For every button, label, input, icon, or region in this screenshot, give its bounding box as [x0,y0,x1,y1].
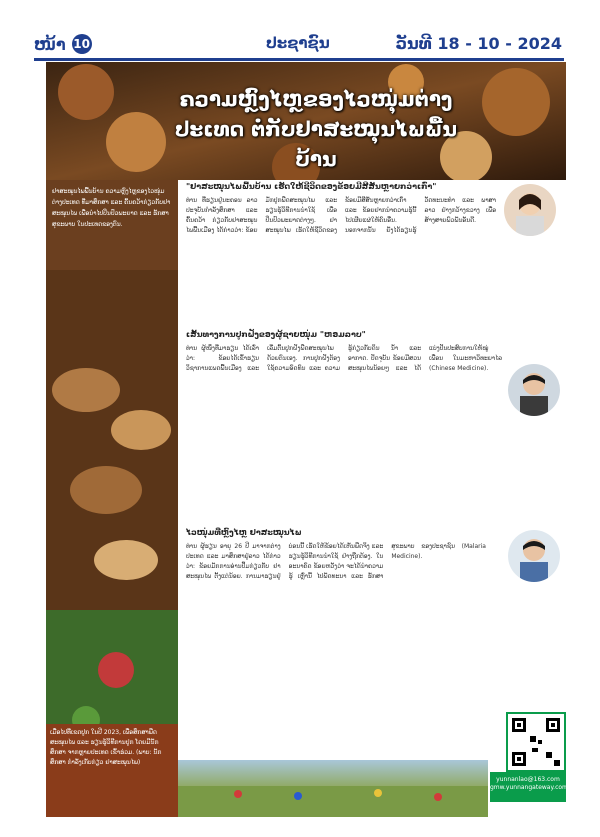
page-number: 10 [72,34,92,54]
portrait-1 [504,184,556,236]
portrait-3 [508,530,560,582]
left-sidebar [46,180,178,817]
qr-code[interactable] [506,712,566,772]
title-banner [46,62,566,180]
field-workers-photo [178,760,488,817]
contact-email[interactable]: yunnanlao@163.com [496,776,560,783]
contact-site[interactable]: gmw.yunnangateway.com [490,784,568,791]
caption-box [46,724,178,817]
page-label: ໜ້າ [34,34,66,54]
portrait-2 [508,364,560,416]
section-2-heading: ເສັ້ນທາງການປູກຝັງຂອງຜູ້ຊາຍໜຸ່ມ "ຫອມລາບ" [186,330,366,339]
photo-caption: ເມື່ອໄປທີ່ເຂດປູກ ໃນປີ 2023, ເພື່ອສຶກສາພືດສະໝຸນໄພ ແລະ ຮຽນຮູ້ວິທີການປູກ ໂດຍມີນັກສຶກສາ ຈາກຫຼາຍປະເທດ ເຂົ້າຮ່ວມ. (ພາບ: ນັກສຶກສາ ກຳລັງເກັບກ່ຽວ ຢາສະໝຸນໄພ) [50,729,162,766]
section-3-heading: ໄວໜຸ່ມທີ່ຫຼົງໄຫຼ ຢາສະໝຸນໄພ [186,528,302,537]
section-1-body: ທ່ານ ທີ່ຮຽນຢູ່ນະຄອນ ລາວ ປະຈຸບັນກຳລັງສຶກສາ ແລະ ຄົ້ນຄວ້າ ກ່ຽວກັບຢາສະໝຸນໄພພື້ນເມືອງ ໄດ້ກ່າວວ່າ: ຂ້ອຍມັກປູກພືດສະໝຸນໄພ ແລະ ຮຽນຮູ້ວິທີການນຳໃຊ້ ເພື່ອປິ່ນປົວພະຍາດຕ່າງໆ. ຢາສະໝຸນໄພ ເຮັດໃຫ້ຊີວິດຂອງຂ້ອຍມີສີສັນຫຼາຍກວ່າເກົ່າ ແລະ ຂ້ອຍຢາກນຳຄວາມຮູ້ນີ້ໄປເຜີຍແຜ່ໃຫ້ຄົນອື່ນ. ນອກຈາກນັ້ນ ຍັງໄດ້ຮຽນຮູ້ວັດທະນະທຳ ແລະ ພາສາລາວ ຢ່າງກວ້າງຂວາງ ເພື່ອສ້າງສາຍພົວພັນອັນດີ. [186,197,496,234]
header-divider [34,58,564,61]
banner-title: ຄວາມຫຼົງໄຫຼຂອງໄວໜຸ່ມຕ່າງປະເທດ ຕໍ່ກັບຢາສະໝຸນໄພພື້ນບ້ານ [175,87,457,171]
section-3-body: ທ່ານ ຜູ້ຮຽນ ອາຍຸ 26 ປີ ມາຈາກຕ່າງປະເທດ ແລະ ມາສຶກສາຢູ່ລາວ ໄດ້ກ່າວວ່າ: ຂ້ອຍມັກການອ່ານປຶ້ມກ່ຽວກັບ ຢາສະໝຸນໄພ ຕັ້ງແຕ່ນ້ອຍ. ການມາຮຽນຢູ່ບ່ອນນີ້ ເຮັດໃຫ້ຂ້ອຍໄດ້ເຫັນພືດຈິງ ແລະ ຮຽນຮູ້ວິທີການນຳໃຊ້ ຢ່າງຖືກຕ້ອງ. ໃນອະນາຄົດ ຂ້ອຍຫວັງວ່າ ຈະໄດ້ນຳຄວາມຮູ້ ເຫຼົ່ານີ້ ໄປພັດທະນາ ແລະ ຮັກສາສຸຂະພາບ ຂອງປະຊາຊົນ (Malaria Medicine). [186,543,486,580]
page-header [0,0,600,62]
page-label-group [34,34,92,54]
intro-text: ຢາສະໝຸນໄພພື້ນບ້ານ ຄວາມຫຼົງໄຫຼຂອງໄວໜຸ່ມຕ່າງປະເທດ ທີ່ມາສຶກສາ ແລະ ຄົ້ນຄວ້າກ່ຽວກັບຢາສະໝຸນໄພ ເພື່ອນຳໄປປິ່ນປົວພະຍາດ ແລະ ຮັກສາສຸຂະພາບ ໃນປະເທດຂອງຕົນ. [52,188,171,228]
section-1-heading: "ຢາສະໝຸນໄພພື້ນບ້ານ ເຮັດໃຫ້ຊີວິດຂອງຂ້ອຍມີສີສັນຫຼາຍກວ່າເກົ່າ" [186,182,437,191]
issue-date: ວັນທີ 18 - 10 - 2024 [395,34,562,53]
section-2-body: ທ່ານ ຜູ້ໜຶ່ງທີ່ມາຮຽນ ໄດ້ເລົ່າວ່າ: ຂ້ອຍໄດ້ເຂົ້າຮຽນວິຊາການແພດພື້ນເມືອງ ແລະ ເລີ່ມຕົ້ນປູກຝັງພືດສະໝຸນໄພ ດ້ວຍຕົນເອງ. ການປູກຝັງຕ້ອງໃຊ້ຄວາມອົດທົນ ແລະ ຄວາມຮູ້ກ່ຽວກັບດິນ ນ້ຳ ແລະ ອາກາດ. ປັດຈຸບັນ ຂ້ອຍມີສວນສະໝຸນໄພນ້ອຍໆ ແລະ ໄດ້ແບ່ງປັນປະສົບການໃຫ້ໝູ່ເພື່ອນ ໃນມະຫາວິທະຍາໄລ (Chinese Medicine). [186,345,502,372]
paper-name: ປະຊາຊົນ [266,34,330,52]
contact-box [490,772,566,802]
